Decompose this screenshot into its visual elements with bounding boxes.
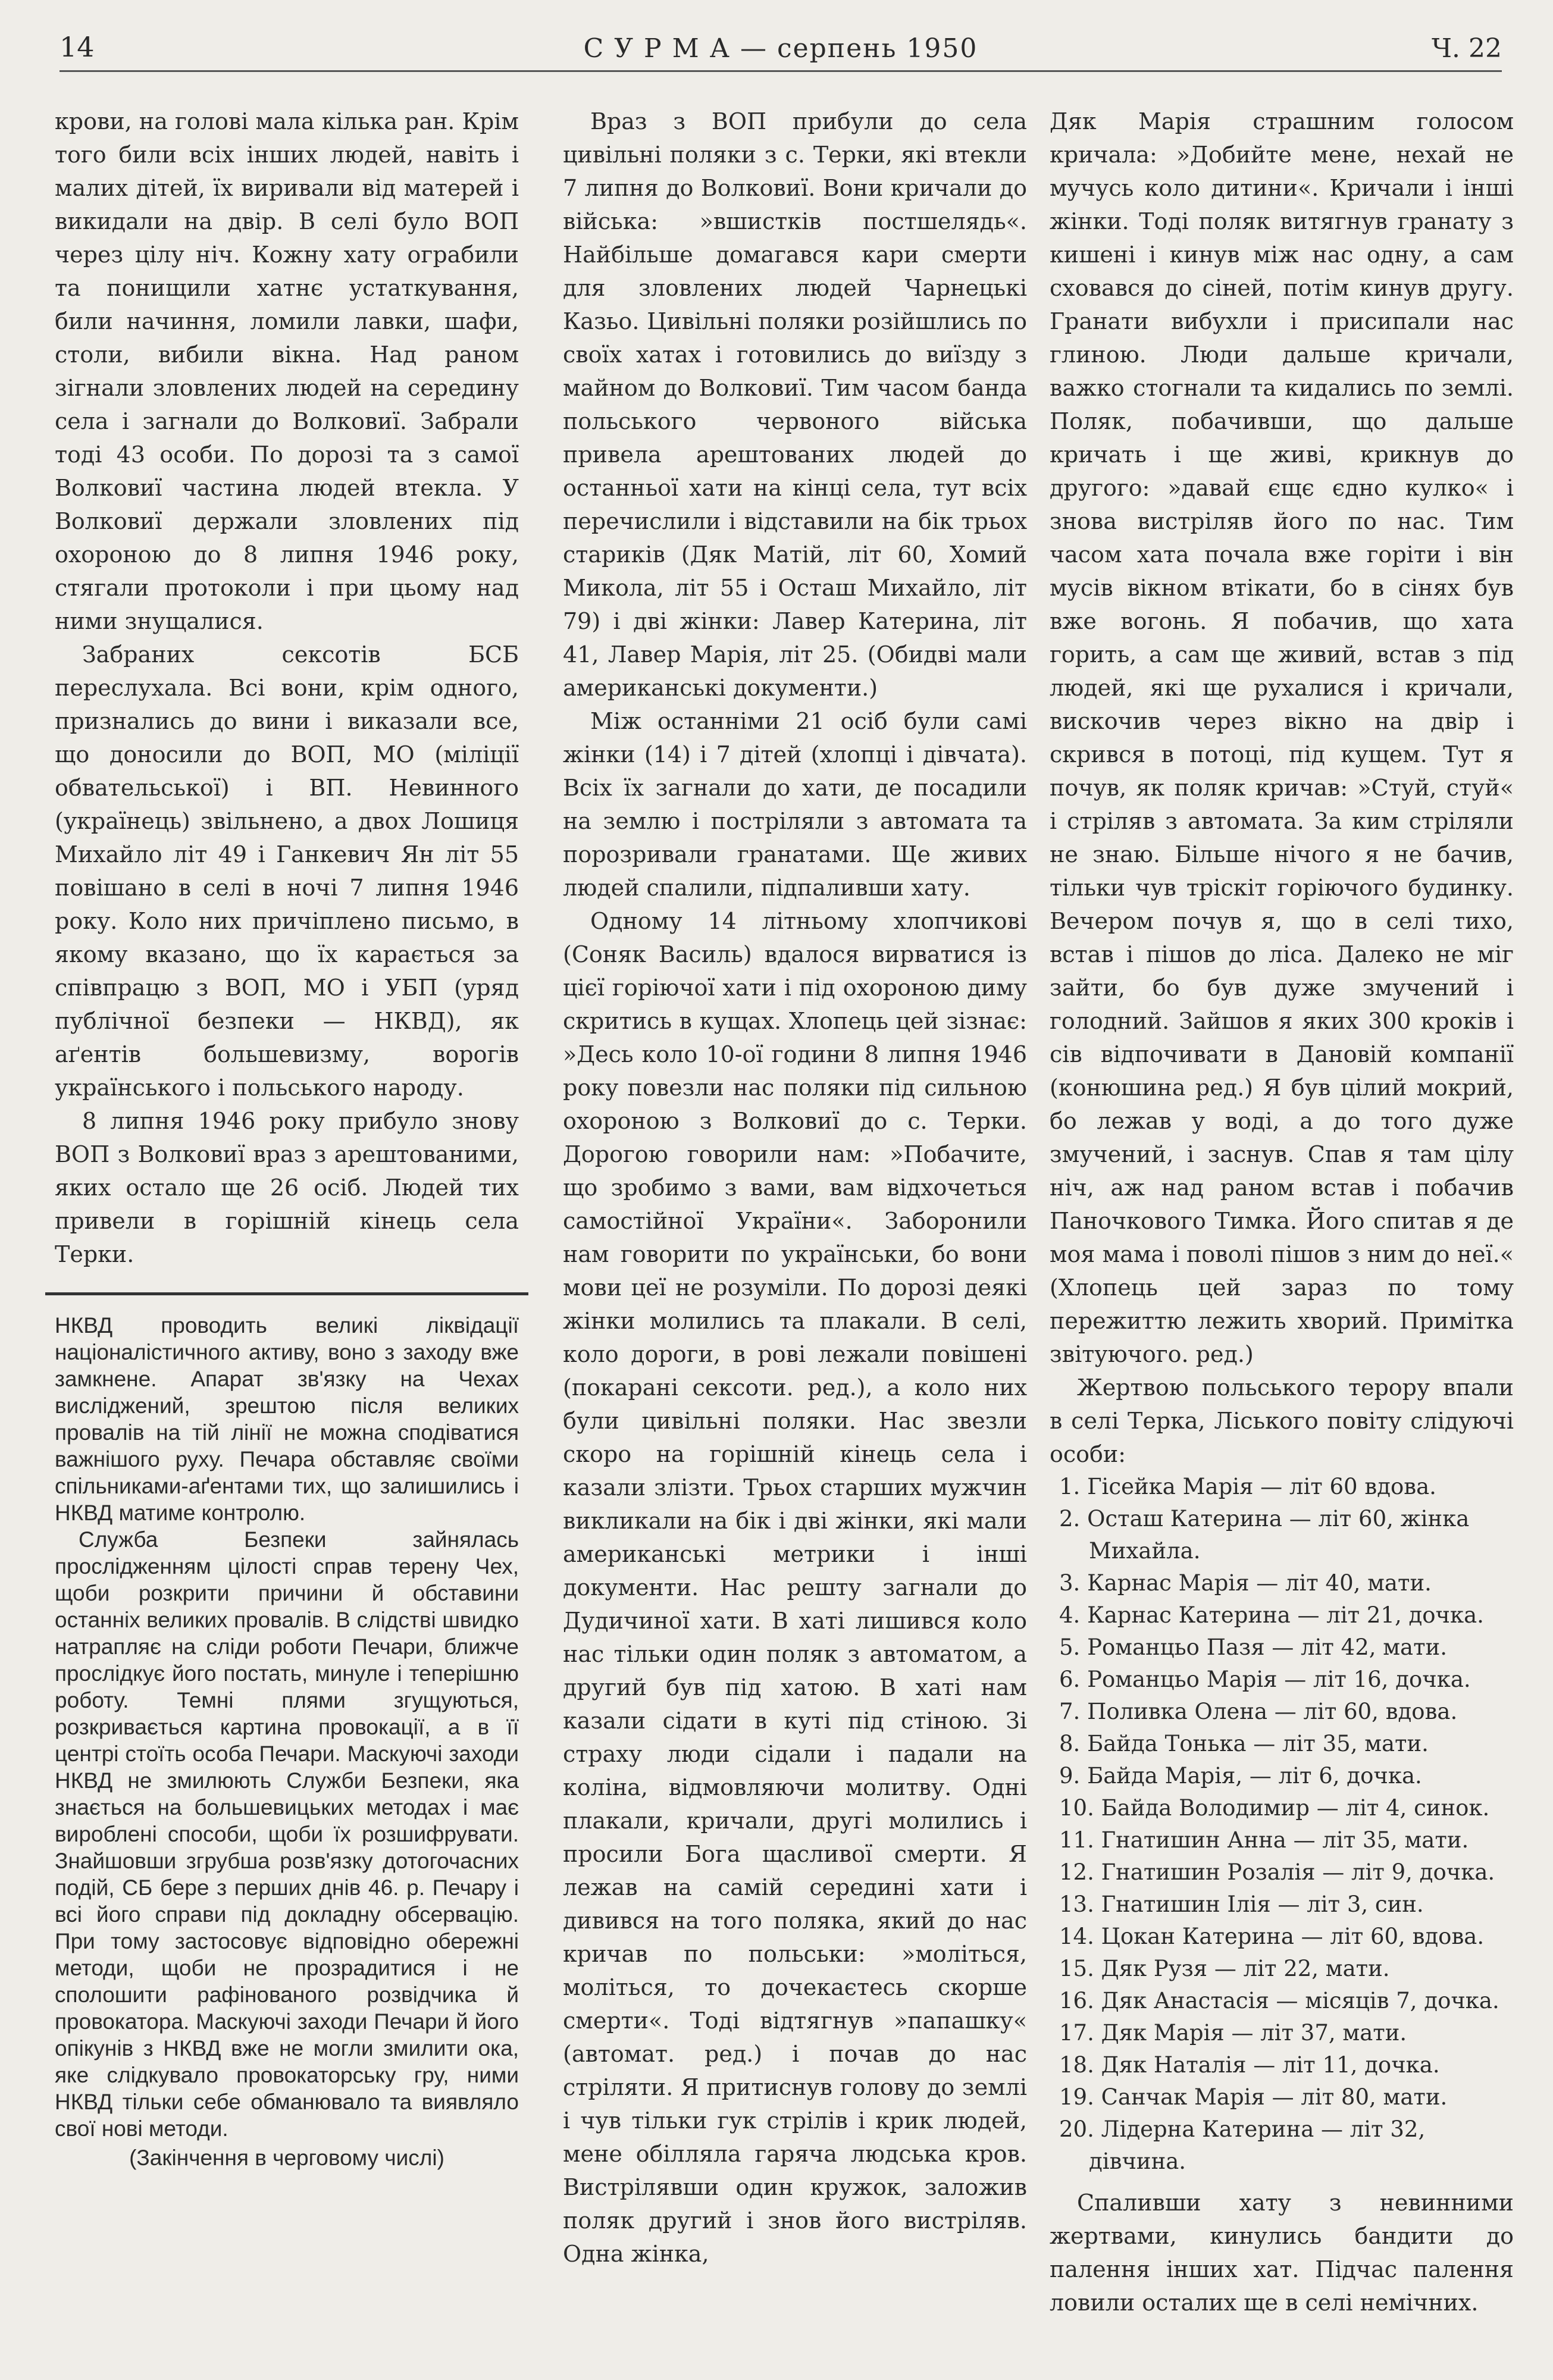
issue-number: Ч. 22 — [1432, 33, 1502, 64]
list-item: 1. Гісейка Марія — літ 60 вдова. — [1059, 1474, 1436, 1499]
column-1 — [55, 105, 519, 2356]
list-item: 8. Байда Тонька — літ 35, мати. — [1059, 1731, 1429, 1756]
col1-paragraph: крови, на голові мала кілька ран. Крім того били всіх інших людей, навіть і малих дітей, їх виривали від матерей і викидали на двір. В селі було ВОП через цілу ніч. Кожну хату ограбили та понищили хатнє устаткування, били начиння, ломили лавки, шафи, столи, вибили вікна. Над раном зігнали зловлених людей на середину села і загнали до Волковиї. Забрали тоді 43 особи. По дорозі та з самої Волковиї частина людей втекла. У Волковиї держали зловлених під охороною до 8 липня 1946 року, стягали протоколи і при цьому над ними знущалися. — [55, 108, 519, 634]
col2-paragraph: Враз з ВОП прибули до села цивільні поляки з с. Терки, які втекли 7 липня до Волковиї. Вони кричали до війська: »вшистків постшелядь«. Найбільше домагався кари смерти для зловлених людей Чарнецькі Казьо. Цивільні поляки розійшлись по своїх хатах і готовились до виїзду з майном до Волковиї. Тим часом банда польського червоного війська привела арештованих людей до останньої хати на кінці села, тут всіх перечислили і відставили на бік трьох стариків (Дяк Матій, літ 60, Хомий Микола, літ 55 і Осташ Михайло, літ 79) і дві жінки: Лавер Катерина, літ 41, Лавер Марія, літ 25. (Обидві мали американські документи.) — [563, 108, 1027, 701]
col2-paragraph: Між останніми 21 осіб були самі жінки (14) і 7 дітей (хлопці і дівчата). Всіх їх загнали до хати, де посадили на землю і постріляли з автомата та порозривали гранатами. Ще живих людей спалили, підпаливши хату. — [563, 708, 1027, 901]
col1-paragraph: Забраних сексотів БСБ переслухала. Всі вони, крім одного, признались до вини і виказали все, що доносили до ВОП, МО (міліції обвательської) і ВП. Невинного (українець) звільнено, а двох Лошиця Михайло літ 49 і Ганкевич Ян літ 55 повішано в селі в ночі 7 липня 1946 року. Коло них причіплено письмо, в якому вказано, що їх карається за співпрацю з ВОП, МО і УБП (уряд публічної безпеки — НКВД), як аґентів большевизму, ворогів українського і польського народу. — [55, 641, 519, 1101]
boxed-paragraph: НКВД проводить великі ліквідації націоналістичного активу, воно з заходу вже замкнене. Апарат зв'язку на Чехах висліджений, зрештою після великих провалів на тій лінії не можна сподіватися важнішого руху. Печара обставляє своїми спільниками-аґентами тих, що залишились і НКВД матиме контролю. — [55, 1313, 519, 1525]
list-item: 5. Романцьо Пазя — літ 42, мати. — [1059, 1634, 1447, 1660]
column-2 — [563, 105, 1027, 2356]
section-divider — [45, 1292, 528, 1295]
list-item: 14. Цокан Катерина — літ 60, вдова. — [1059, 1924, 1485, 1949]
boxed-paragraph: Служба Безпеки зайнялась прослідженням цілості справ терену Чех, щоби розкрити причини й обставини останніх великих провалів. В слідстві швидко натрапляє на сліди роботи Печари, ближче прослідкує його постать, минуле і теперішню роботу. Темні плями згущуються, розкривається картина провокації, а в її центрі стоїть особа Печари. Маскуючі заходи НКВД не змилюють Служби Безпеки, яка знається на большевицьких методах і має вироблені способи, щоби їх розшифрувати. Знайшовши згрубша розв'язку дотогочасних подій, СБ бере з перших днів 46. р. Печару і всі його справи під докладну обсервацію. При тому застосовує відповідно обережні методи, щоби не прозрадитися і не сполошити рафінованого розвідчика й провокатора. Маскуючі заходи Печари й його опікунів з НКВД вже не могли змилити ока, яке слідкувало провокаторську гру, ними НКВД тільки себе обманювало та виявляло свої нові методи. — [55, 1527, 519, 2141]
page-number: 14 — [60, 31, 95, 63]
list-item: 17. Дяк Марія — літ 37, мати. — [1059, 2020, 1407, 2046]
list-item: 10. Байда Володимир — літ 4, синок. — [1059, 1795, 1490, 1821]
list-item: 11. Гнатишин Анна — літ 35, мати. — [1059, 1827, 1469, 1853]
boxed-article — [55, 1312, 519, 2171]
list-item: 6. Романцьо Марія — літ 16, дочка. — [1059, 1667, 1471, 1692]
continuation-note: (Закінчення в черговому числі) — [129, 2146, 444, 2170]
col3-paragraph: Дяк Марія страшним голосом кричала: »Добийте мене, нехай не мучусь коло дитини«. Кричали і інші жінки. Тоді поляк витягнув гранату з кишені і кинув між нас одну, а сам сховався до сіней, потім кинув другу. Гранати вибухли і присипали нас глиною. Люди дальше кричали, важко стогнали та кидались по землі. Поляк, побачивши, що дальше кричать і ще живі, крикнув до другого: »давай єщє єдно кулко« і знова вистріляв його по нас. Тим часом хата почала вже горіти і він мусів вікном втікати, бо в сінях був вже вогонь. Я побачив, що хата горить, а сам ще живий, встав з під людей, які ще рухалися і кричали, вискочив через вікно на двір і скрився в потоці, під кущем. Тут я почув, як поляк кричав: »Стуй, стуй« і стріляв з автомата. За ким стріляли не знаю. Більше нічого я не бачив, тільки чув тріскіт горіючого будинку. Вечером почув я, що в селі тихо, встав і пішов до ліса. Далеко не міг зайти, бо був дуже змучений і голодний. Зайшов я яких 300 кроків і сів відпочивати в Дановій компанії (конюшина ред.) Я був цілий мокрий, бо лежав у воді, а до того дуже змучений, і заснув. Спав я там цілу ніч, аж над раном встав і побачив Паночкового Тимка. Його спитав я де моя мама і поволі пішов з ним до неї.« (Хлопець цей зараз по тому пережиттю лежить хворий. Примітка звітуючого. ред.) — [1050, 108, 1514, 1367]
list-item: 18. Дяк Наталія — літ 11, дочка. — [1059, 2052, 1440, 2078]
list-item: 12. Гнатишин Розалія — літ 9, дочка. — [1059, 1859, 1495, 1885]
closing-paragraph: Спаливши хату з невинними жертвами, кинулись бандити до палення інших хат. Підчас палення ловили осталих ще в селі немічних. — [1050, 2190, 1514, 2316]
list-item: 16. Дяк Анастасія — місяців 7, дочка. — [1059, 1988, 1499, 2013]
list-item: 19. Санчак Марія — літ 80, мати. — [1059, 2084, 1448, 2110]
col1-paragraph: 8 липня 1946 року прибуло знову ВОП з Волковиї враз з арештованими, яких остало ще 26 осіб. Людей тих привели в горішній кінець села Терки. — [55, 1108, 519, 1267]
list-item: 7. Поливка Олена — літ 60, вдова. — [1059, 1699, 1458, 1724]
masthead-title: С У Р М А — серпень 1950 — [583, 33, 978, 64]
col2-paragraph: Одному 14 літньому хлопчикові (Соняк Василь) вдалося вирватися із цієї горіючої хати і під охороною диму скритись в кущах. Хлопець цей зізнає: »Десь коло 10-ої години 8 липня 1946 року повезли нас поляки під сильною охороною з Волковиї до с. Терки. Дорогою говорили нам: »Побачите, що зробимо з вами, вам відхочеться самостійної України«. Заборонили нам говорити по українськи, бо вони мови цеї не розуміли. По дорозі деякі жінки молились та плакали. В селі, коло дороги, в рові лежали повішені (покарані сексоти. ред.), а коло них були цивільні поляки. Нас звезли скоро на горішній кінець села і казали злізти. Трьох старших мужчин викликали на бік і дві жінки, які мали американські метрики і інші документи. Нас решту загнали до Дудичиної хати. В хаті лишився коло нас тільки один поляк з автоматом, а другий був під хатою. В хаті нам казали сідати в куті під стіною. Зі страху люди сідали і падали на коліна, відмовляючи молитву. Одні плакали, кричали, другі молились і просили Бога щасливої смерти. Я лежав на самій середині хати і дивився на того поляка, який до нас кричав по польськи: »моліться, моліться, то дочекаєтесь скорше смерти«. Тоді відтягнув »папашку« (автомат. ред.) і почав до нас стріляти. Я притиснув голову до землі і чув тільки гук стрілів і крик людей, мене обілляла гаряча людська кров. Вистрілявши один кружок, заложив поляк другий і знов його вистріляв. Одна жінка, — [563, 908, 1027, 2267]
victims-intro: Жертвою польського терору впали в селі Терка, Ліського повіту слідуючі особи: — [1050, 1374, 1514, 1467]
list-item: 13. Гнатишин Ілія — літ 3, син. — [1059, 1892, 1424, 1917]
list-item: 3. Карнас Марія — літ 40, мати. — [1059, 1570, 1432, 1596]
list-item: 15. Дяк Рузя — літ 22, мати. — [1059, 1956, 1390, 1981]
victims-list — [1050, 1471, 1514, 2178]
column-3 — [1050, 105, 1514, 2356]
list-item: 9. Байда Марія, — літ 6, дочка. — [1059, 1763, 1422, 1789]
list-item: 2. Осташ Катерина — літ 60, жінка Михайла. — [1059, 1506, 1470, 1564]
list-item: 20. Лідерна Катерина — літ 32, дівчина. — [1059, 2116, 1426, 2174]
page-header — [60, 27, 1502, 72]
list-item: 4. Карнас Катерина — літ 21, дочка. — [1059, 1602, 1484, 1628]
